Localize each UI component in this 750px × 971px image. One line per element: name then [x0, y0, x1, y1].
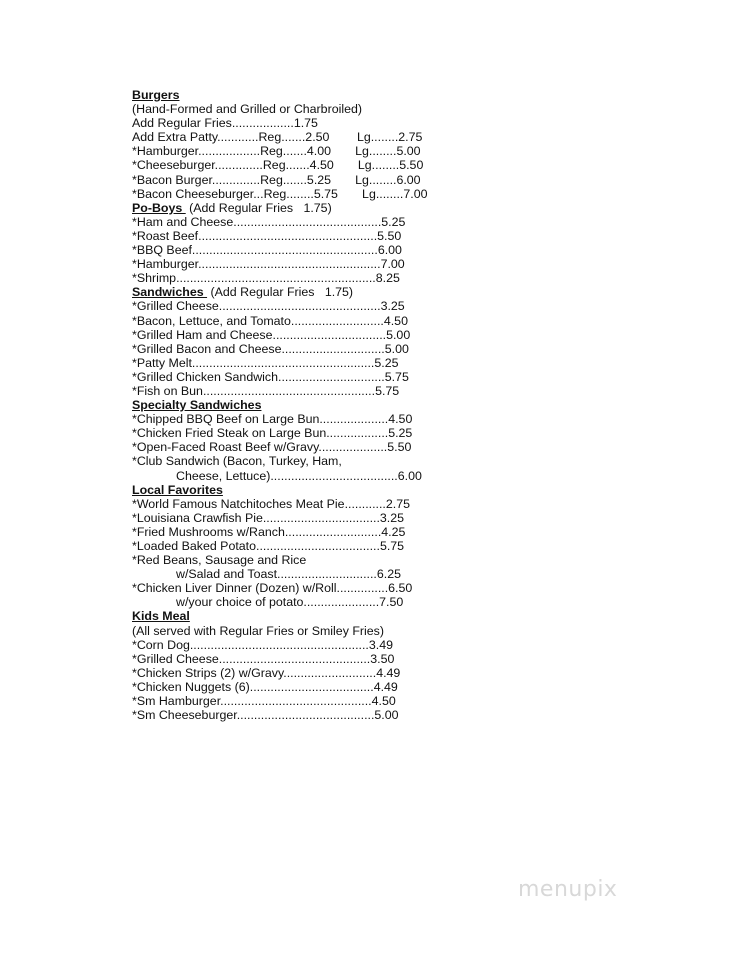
menu-item-line: *Chicken Fried Steak on Large Bun..................5.25: [132, 426, 413, 441]
menu-item-line: *Roast Beef....................................................5.50: [132, 228, 402, 243]
menu-item-line: *Red Beans, Sausage and Rice: [132, 553, 307, 568]
menu-item-line: *Club Sandwich (Bacon, Turkey, Ham,: [132, 454, 342, 469]
menu-item-line: *Bacon, Lettuce, and Tomato...........................4.50: [132, 313, 408, 328]
menu-item-line: *Fried Mushrooms w/Ranch............................4.25: [132, 524, 406, 539]
menu-item-line: *Ham and Cheese...........................................5.25: [132, 214, 406, 229]
section-heading: Local Favorites: [132, 482, 223, 497]
section-heading: Kids Meal: [132, 609, 190, 624]
menu-item-line: *Open-Faced Roast Beef w/Gravy....................5.50: [132, 440, 412, 455]
menu-item-line: *Sm Cheeseburger........................................5.00: [132, 708, 399, 723]
menu-item-line: *Grilled Ham and Cheese.................................5.00: [132, 327, 411, 342]
menu-item-line: *Patty Melt.....................................................5.25: [132, 355, 399, 370]
menu-item-line: Add Extra Patty............Reg.......2.50 Lg........2.75: [132, 130, 423, 145]
section-heading-line: [132, 609, 432, 623]
menu-item-line: *Chicken Liver Dinner (Dozen) w/Roll...............6.50: [132, 581, 413, 596]
menu-item-line: *Chipped BBQ Beef on Large Bun....................4.50: [132, 412, 413, 427]
menu-item-line: *Grilled Cheese............................................3.50: [132, 651, 395, 666]
menu-item-line: *Bacon Cheeseburger...Reg........5.75 Lg........7.00: [132, 186, 428, 201]
section-heading: Burgers: [132, 88, 180, 102]
menu-item-line: w/your choice of potato......................7.50: [176, 595, 404, 610]
section-note: (Add Regular Fries 1.75): [185, 200, 332, 215]
menu-item-line: (All served with Regular Fries or Smiley Fries): [132, 623, 384, 638]
section-heading: Sandwiches: [132, 285, 208, 300]
menu-item-line: *Louisiana Crawfish Pie..................................3.25: [132, 510, 405, 525]
menu-item-line: Cheese, Lettuce).....................................6.00: [176, 468, 422, 483]
menu-item-line: *Hamburger..................Reg.......4.00 Lg........5.00: [132, 144, 421, 159]
section-heading-line: [132, 483, 432, 497]
menu-text-block: [132, 88, 432, 722]
section-heading: Specialty Sandwiches: [132, 398, 262, 413]
menu-item-line: *Corn Dog....................................................3.49: [132, 637, 393, 652]
menu-item-line: *Grilled Cheese...............................................3.25: [132, 299, 405, 314]
menu-item-line: *Shrimp..........................................................8.25: [132, 271, 400, 286]
menu-item-line: *World Famous Natchitoches Meat Pie............2.75: [132, 496, 410, 511]
menu-item-line: *Cheeseburger..............Reg.......4.50 Lg........5.50: [132, 158, 424, 173]
section-heading-line: [132, 285, 432, 299]
section-note: (Add Regular Fries 1.75): [207, 285, 354, 300]
menu-item-line: *Sm Hamburger............................................4.50: [132, 694, 396, 709]
menu-item-line: *Chicken Nuggets (6)....................................4.49: [132, 679, 398, 694]
section-heading-line: [132, 398, 432, 412]
menupix-watermark: [516, 872, 628, 908]
section-heading-line: [132, 88, 432, 102]
menu-item-line: *Loaded Baked Potato....................................5.75: [132, 539, 405, 553]
menu-item-line: *Fish on Bun..................................................5.75: [132, 383, 400, 398]
section-heading: Po-Boys: [132, 200, 186, 215]
menu-item-line: *BBQ Beef......................................................6.00: [132, 243, 402, 258]
menu-item-line: w/Salad and Toast.............................6.25: [176, 567, 401, 582]
menu-item-line: *Chicken Strips (2) w/Gravy...........................4.49: [132, 665, 401, 680]
menu-item-line: *Grilled Chicken Sandwich...............................5.75: [132, 369, 409, 384]
menu-item-line: *Bacon Burger..............Reg.......5.25 Lg........6.00: [132, 172, 421, 187]
menu-item-line: *Grilled Bacon and Cheese..............................5.00: [132, 341, 409, 356]
section-heading-line: [132, 201, 432, 215]
menu-item-line: Add Regular Fries..................1.75: [132, 116, 318, 131]
watermark-text: menupix: [518, 877, 618, 902]
menu-item-line: (Hand-Formed and Grilled or Charbroiled): [132, 102, 363, 117]
watermark-logo: [516, 872, 628, 908]
menu-item-line: *Hamburger.....................................................7.00: [132, 257, 405, 272]
